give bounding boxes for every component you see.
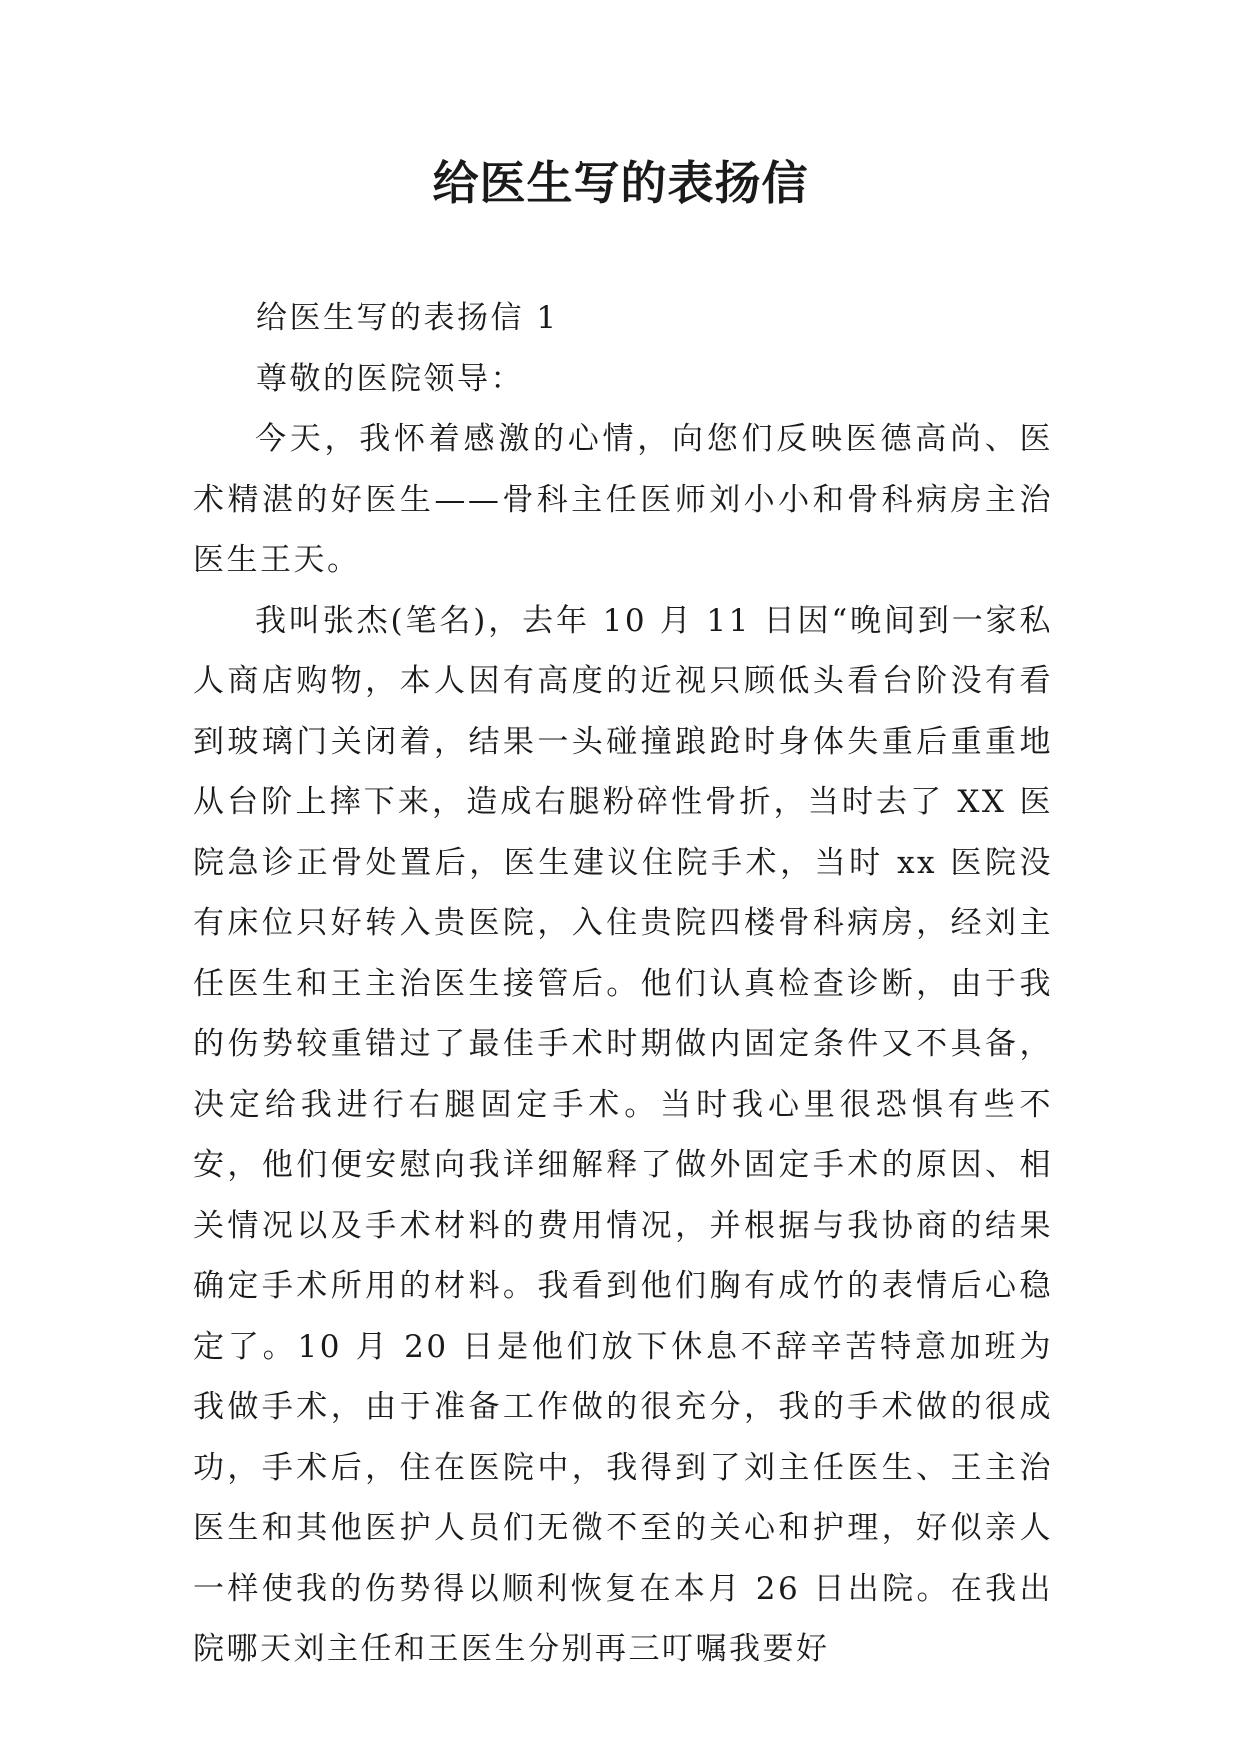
salutation: 尊敬的医院领导： (256, 360, 524, 397)
document-body (193, 288, 1053, 1680)
paragraph-1: 今天，我怀着感激的心情，向您们反映医德高尚、医术精湛的好医生——骨科主任医师刘小小和骨科病房主治医生王天。 (193, 421, 1053, 578)
document-title: 给医生写的表扬信 (432, 156, 809, 210)
letter-heading: 给医生写的表扬信 1 (256, 300, 559, 336)
paragraph-2: 我叫张杰(笔名)，去年 10 月 11 日因“晚间到一家私人商店购物，本人因有高度的近视只顾低头看台阶没有看到玻璃门关闭着，结果一头碰撞踉跄时身体失重后重重地从台阶上摔下来，造成右腿粉碎性骨折，当时去了 XX 医院急诊正骨处置后，医生建议住院手术，当时 xx 医院没有床位只好转入贵医院，入住贵院四楼骨科病房，经刘主任医生和王主治医生接管后。他们认真检查诊断，由于我的伤势较重错过了最佳手术时期做内固定条件又不具备，决定给我进行右腿固定手术。当时我心里很恐惧有些不安，他们便安慰向我详细解释了做外固定手术的原因、相关情况以及手术材料的费用情况，并根据与我协商的结果确定手术所用的材料。我看到他们胸有成竹的表情后心稳定了。10 月 20 日是他们放下休息不辞辛苦特意加班为我做手术，由于准备工作做的很充分，我的手术做的很成功，手术后，住在医院中，我得到了刘主任医生、王主治医生和其他医护人员们无微不至的关心和护理，好似亲人一样使我的伤势得以顺利恢复在本月 26 日出院。在我出院哪天刘主任和王医生分别再三叮嘱我要好 (193, 602, 1053, 1667)
